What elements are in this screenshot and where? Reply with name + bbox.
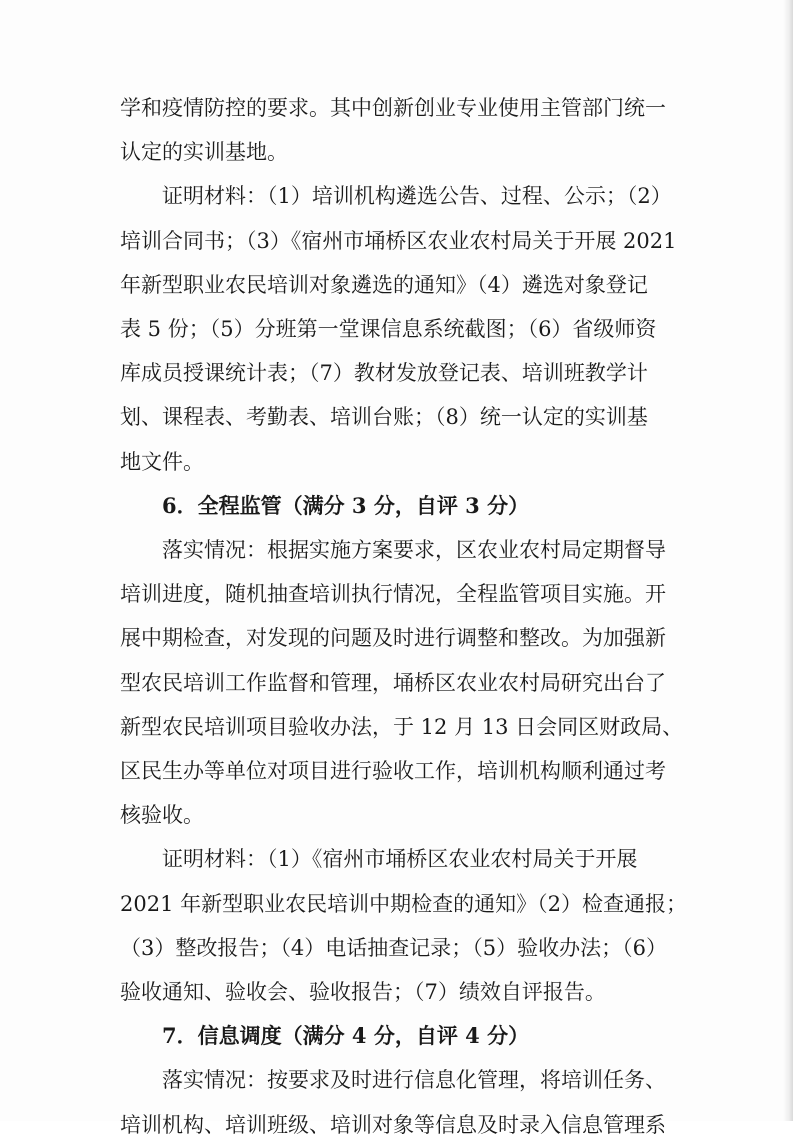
body-text-line: 库成员授课统计表；（7）教材发放登记表、培训班教学计 xyxy=(120,361,648,385)
body-text-line: 学和疫情防控的要求。其中创新创业专业使用主管部门统一 xyxy=(120,96,666,120)
body-text-line: 新型农民培训项目验收办法，于 12 月 13 日会同区财政局、 xyxy=(120,715,684,739)
body-text-line: 展中期检查，对发现的问题及时进行调整和整改。为加强新 xyxy=(120,626,666,650)
body-text-line: 年新型职业农民培训对象遴选的通知》（4）遴选对象登记 xyxy=(120,273,648,297)
body-text-line: 验收通知、验收会、验收报告；（7）绩效自评报告。 xyxy=(120,980,606,1004)
body-text-line: 认定的实训基地。 xyxy=(120,140,288,164)
body-text-line: 表 5 份；（5）分班第一堂课信息系统截图；（6）省级师资 xyxy=(120,317,657,341)
body-text-line: 区民生办等单位对项目进行验收工作，培训机构顺利通过考 xyxy=(120,759,666,783)
body-text-line: 核验收。 xyxy=(120,803,204,827)
section-heading-7: 7．信息调度（满分 4 分，自评 4 分） xyxy=(162,1023,530,1048)
body-text-line: 培训机构、培训班级、培训对象等信息及时录入信息管理系 xyxy=(120,1113,666,1137)
body-text-line: 地文件。 xyxy=(120,450,204,474)
body-text-line: 型农民培训工作监督和管理，埇桥区农业农村局研究出台了 xyxy=(120,671,666,695)
body-text-line: 证明材料：（1）《宿州市埇桥区农业农村局关于开展 xyxy=(162,847,638,871)
section-heading-6: 6．全程监管（满分 3 分，自评 3 分） xyxy=(162,493,530,518)
body-text-line: 落实情况：根据实施方案要求，区农业农村局定期督导 xyxy=(162,538,666,562)
body-text-line: 2021 年新型职业农民培训中期检查的通知》（2）检查通报； xyxy=(120,892,687,916)
body-text-line: 落实情况：按要求及时进行信息化管理，将培训任务、 xyxy=(162,1068,666,1092)
body-text-line: 划、课程表、考勤表、培训台账；（8）统一认定的实训基 xyxy=(120,405,648,429)
body-text-line: 证明材料：（1）培训机构遴选公告、过程、公示；（2） xyxy=(162,184,672,208)
body-text-line: （3）整改报告；（4）电话抽查记录；（5）验收办法；（6） xyxy=(120,936,667,960)
page-edge-shadow xyxy=(783,0,793,1121)
body-text-line: 培训合同书；（3）《宿州市埇桥区农业农村局关于开展 2021 xyxy=(120,229,677,253)
body-text-line: 培训进度，随机抽查培训执行情况，全程监管项目实施。开 xyxy=(120,582,666,606)
